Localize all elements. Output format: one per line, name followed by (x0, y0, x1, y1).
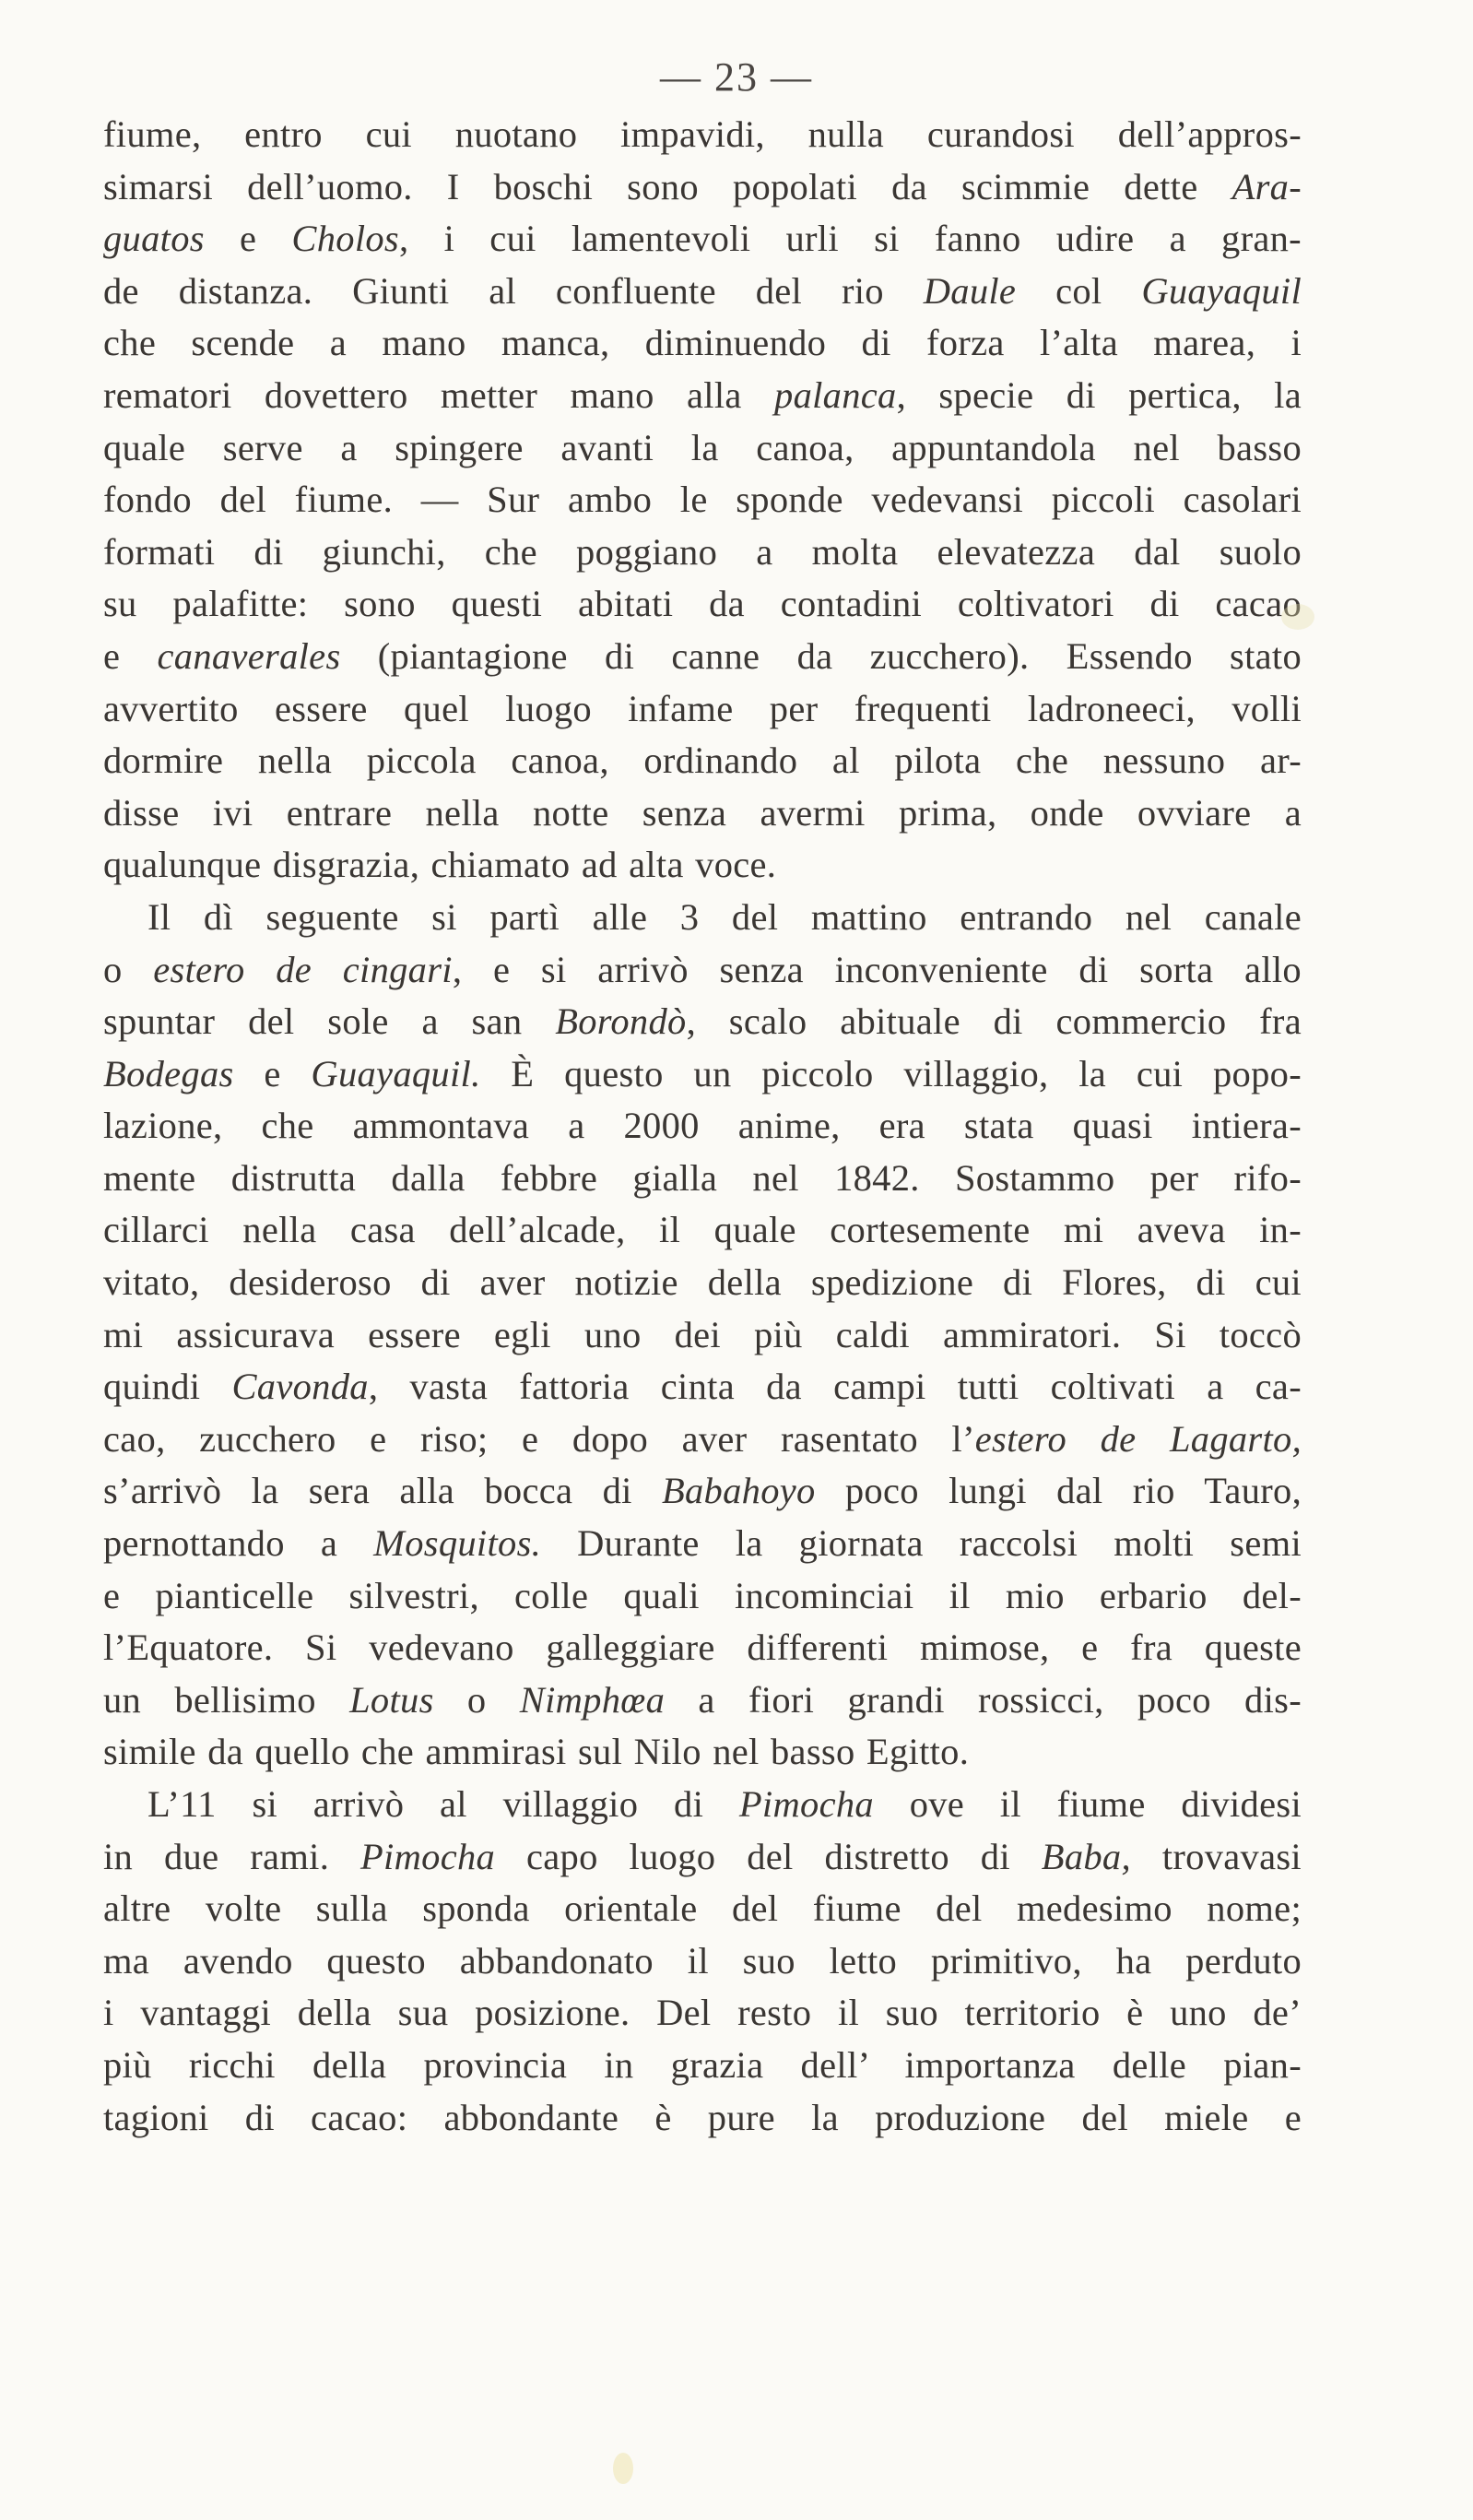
italic-text: estero de cingari (153, 948, 453, 990)
italic-text: Guayaquil (1141, 269, 1302, 312)
text-line (103, 1726, 1302, 1779)
text-run: tagioni di cacao: abbondante è pure la produzione del miele e (103, 2096, 1302, 2138)
italic-text: Pimocha (360, 1835, 496, 1877)
text-run: col (1016, 269, 1142, 312)
text-line (103, 1622, 1302, 1674)
paper-stain (613, 2453, 633, 2484)
text-run: mente distrutta dalla febbre gialla nel 1842. Sostammo per rifo- (103, 1156, 1302, 1199)
text-run: dormire nella piccola canoa, ordinando al pilota che nessuno ar- (103, 739, 1302, 782)
text-line (103, 1309, 1302, 1362)
text-run: , scalo abituale di commercio fra (686, 1000, 1302, 1043)
body-text (103, 109, 1302, 2144)
text-line (103, 1361, 1302, 1414)
text-run: poco lungi dal rio Tauro, (815, 1470, 1302, 1512)
text-line (103, 213, 1302, 266)
text-run: , e si arrivò senza inconveniente di sorta allo (452, 948, 1302, 990)
text-run: (piantagione di canne da zucchero). Essendo stato (340, 634, 1302, 677)
text-line (103, 1048, 1302, 1101)
text-line (103, 266, 1302, 318)
text-line (103, 787, 1302, 840)
italic-text: Pimocha (738, 1783, 874, 1825)
text-run: Durante la giornata raccolsi molti semi (541, 1522, 1302, 1565)
text-run: ma avendo questo abbandonato il suo letto primitivo, ha perduto (103, 1939, 1302, 1982)
text-run: a fiori grandi rossicci, poco dis- (665, 1678, 1302, 1721)
text-run: quindi (103, 1366, 232, 1408)
text-run: simile da quello che ammirasi sul Nilo nel basso Egitto. (103, 1731, 970, 1773)
text-run: cillarci nella casa dell’alcade, il quale cortesemente mi aveva in- (103, 1209, 1302, 1251)
italic-text: guatos (103, 218, 205, 260)
text-line (103, 735, 1302, 787)
italic-text: Cholos (291, 218, 399, 260)
text-run: trovavasi (1130, 1835, 1302, 1877)
text-line (103, 1831, 1302, 1884)
text-run: mi assicurava essere egli uno dei più caldi ammiratori. Si toccò (103, 1313, 1302, 1355)
text-line (103, 317, 1302, 370)
page-number: — 23 — (660, 54, 813, 100)
text-run: , vasta fattoria cinta da campi tutti coltivati a ca- (368, 1366, 1302, 1408)
text-line (103, 109, 1302, 161)
text-run: cao, zucchero e riso; e dopo aver rasentato l’ (103, 1417, 975, 1460)
text-run: e (204, 218, 292, 260)
text-run: altre volte sulla sponda orientale del fiume del medesimo nome; (103, 1887, 1302, 1930)
text-run: più ricchi della provincia in grazia dell’ importanza delle pian- (103, 2043, 1302, 2086)
text-line (103, 370, 1302, 422)
text-line (103, 1257, 1302, 1309)
text-run: ove il fiume dividesi (873, 1783, 1302, 1825)
text-run: l’Equatore. Si vedevano galleggiare differenti mimose, e fra queste (103, 1627, 1302, 1669)
text-line (103, 161, 1302, 214)
text-run: quale serve a spingere avanti la canoa, appuntandola nel basso (103, 426, 1302, 468)
italic-text: palanca (774, 373, 897, 416)
text-run: fiume, entro cui nuotano impavidi, nulla curandosi dell’appros- (103, 113, 1302, 155)
italic-text: Baba, (1041, 1835, 1131, 1877)
italic-text: Nimphœa (519, 1678, 666, 1721)
text-run: È questo un piccolo villaggio, la cui popo- (480, 1052, 1302, 1094)
text-line (103, 1935, 1302, 1988)
text-line (103, 526, 1302, 579)
text-run: e pianticelle silvestri, colle quali incominciai il mio erbario del- (103, 1574, 1302, 1616)
text-line (103, 1465, 1302, 1518)
text-run: in due rami. (103, 1835, 361, 1877)
text-line (103, 422, 1302, 475)
text-run: fondo del fiume. — Sur ambo le sponde vedevansi piccoli casolari (103, 479, 1302, 521)
text-line (103, 1987, 1302, 2040)
italic-text: Lotus (349, 1678, 434, 1721)
italic-text: Cavonda (231, 1366, 369, 1408)
italic-text: estero de Lagarto, (974, 1417, 1302, 1460)
text-run: de distanza. Giunti al confluente del rio (103, 269, 924, 312)
text-run: pernottando a (103, 1522, 374, 1565)
text-run: capo luogo del distretto di (495, 1835, 1042, 1877)
italic-text: Guayaquil. (311, 1052, 481, 1094)
text-run: su palafitte: sono questi abitati da contadini coltivatori di cacao (103, 583, 1302, 625)
text-run: simarsi dell’uomo. I boschi sono popolati da scimmie dette (103, 165, 1232, 207)
italic-text: Daule (923, 269, 1017, 312)
text-run: , i cui lamentevoli urli si fanno udire a gran- (399, 218, 1302, 260)
italic-text: canaverales (157, 634, 341, 677)
text-run: spuntar del sole a san (103, 1000, 556, 1043)
text-line (103, 1883, 1302, 1935)
italic-text: Ara- (1231, 165, 1302, 207)
text-run: lazione, che ammontava a 2000 anime, era stata quasi intiera- (103, 1105, 1302, 1147)
text-run: disse ivi entrare nella notte senza avermi prima, onde ovviare a (103, 791, 1302, 834)
text-run: s’arrivò la sera alla bocca di (103, 1470, 662, 1512)
text-run: avvertito essere quel luogo infame per frequenti ladroneeci, volli (103, 687, 1302, 729)
text-run: o (433, 1678, 520, 1721)
text-line (103, 1204, 1302, 1257)
text-line (103, 944, 1302, 997)
paper-stain (1281, 604, 1314, 630)
text-run: e (103, 634, 158, 677)
italic-text: Bodegas (103, 1052, 234, 1094)
text-line (103, 2040, 1302, 2092)
text-line (103, 1518, 1302, 1570)
italic-text: Babahoyo (661, 1470, 816, 1512)
text-line (103, 578, 1302, 631)
text-run: rematori dovettero metter mano alla (103, 373, 775, 416)
text-line (103, 683, 1302, 736)
text-run: L’11 si arrivò al villaggio di (147, 1783, 739, 1825)
text-run: o (103, 948, 154, 990)
text-run: che scende a mano manca, diminuendo di forza l’alta marea, i (103, 322, 1302, 364)
text-run: formati di giunchi, che poggiano a molta elevatezza dal suolo (103, 530, 1302, 573)
text-line (103, 1100, 1302, 1153)
text-line (103, 996, 1302, 1048)
text-run: qualunque disgrazia, chiamato ad alta voce. (103, 844, 777, 886)
text-line (103, 2092, 1302, 2145)
text-line (103, 839, 1302, 892)
text-line (103, 1779, 1302, 1831)
text-run: vitato, desideroso di aver notizie della spedizione di Flores, di cui (103, 1261, 1302, 1304)
text-line (103, 1153, 1302, 1205)
text-run: , specie di pertica, la (896, 373, 1302, 416)
italic-text: Borondò (555, 1000, 687, 1043)
text-run: Il dì seguente si partì alle 3 del mattino entrando nel canale (147, 895, 1302, 938)
text-line (103, 1414, 1302, 1466)
text-line (103, 474, 1302, 526)
text-run: e (233, 1052, 312, 1094)
text-run: i vantaggi della sua posizione. Del resto il suo territorio è uno de’ (103, 1992, 1302, 2034)
text-line (103, 892, 1302, 944)
italic-text: Mosquitos. (373, 1522, 542, 1565)
text-line (103, 1674, 1302, 1727)
text-line (103, 1570, 1302, 1623)
text-line (103, 631, 1302, 683)
text-run: un bellisimo (103, 1678, 350, 1721)
